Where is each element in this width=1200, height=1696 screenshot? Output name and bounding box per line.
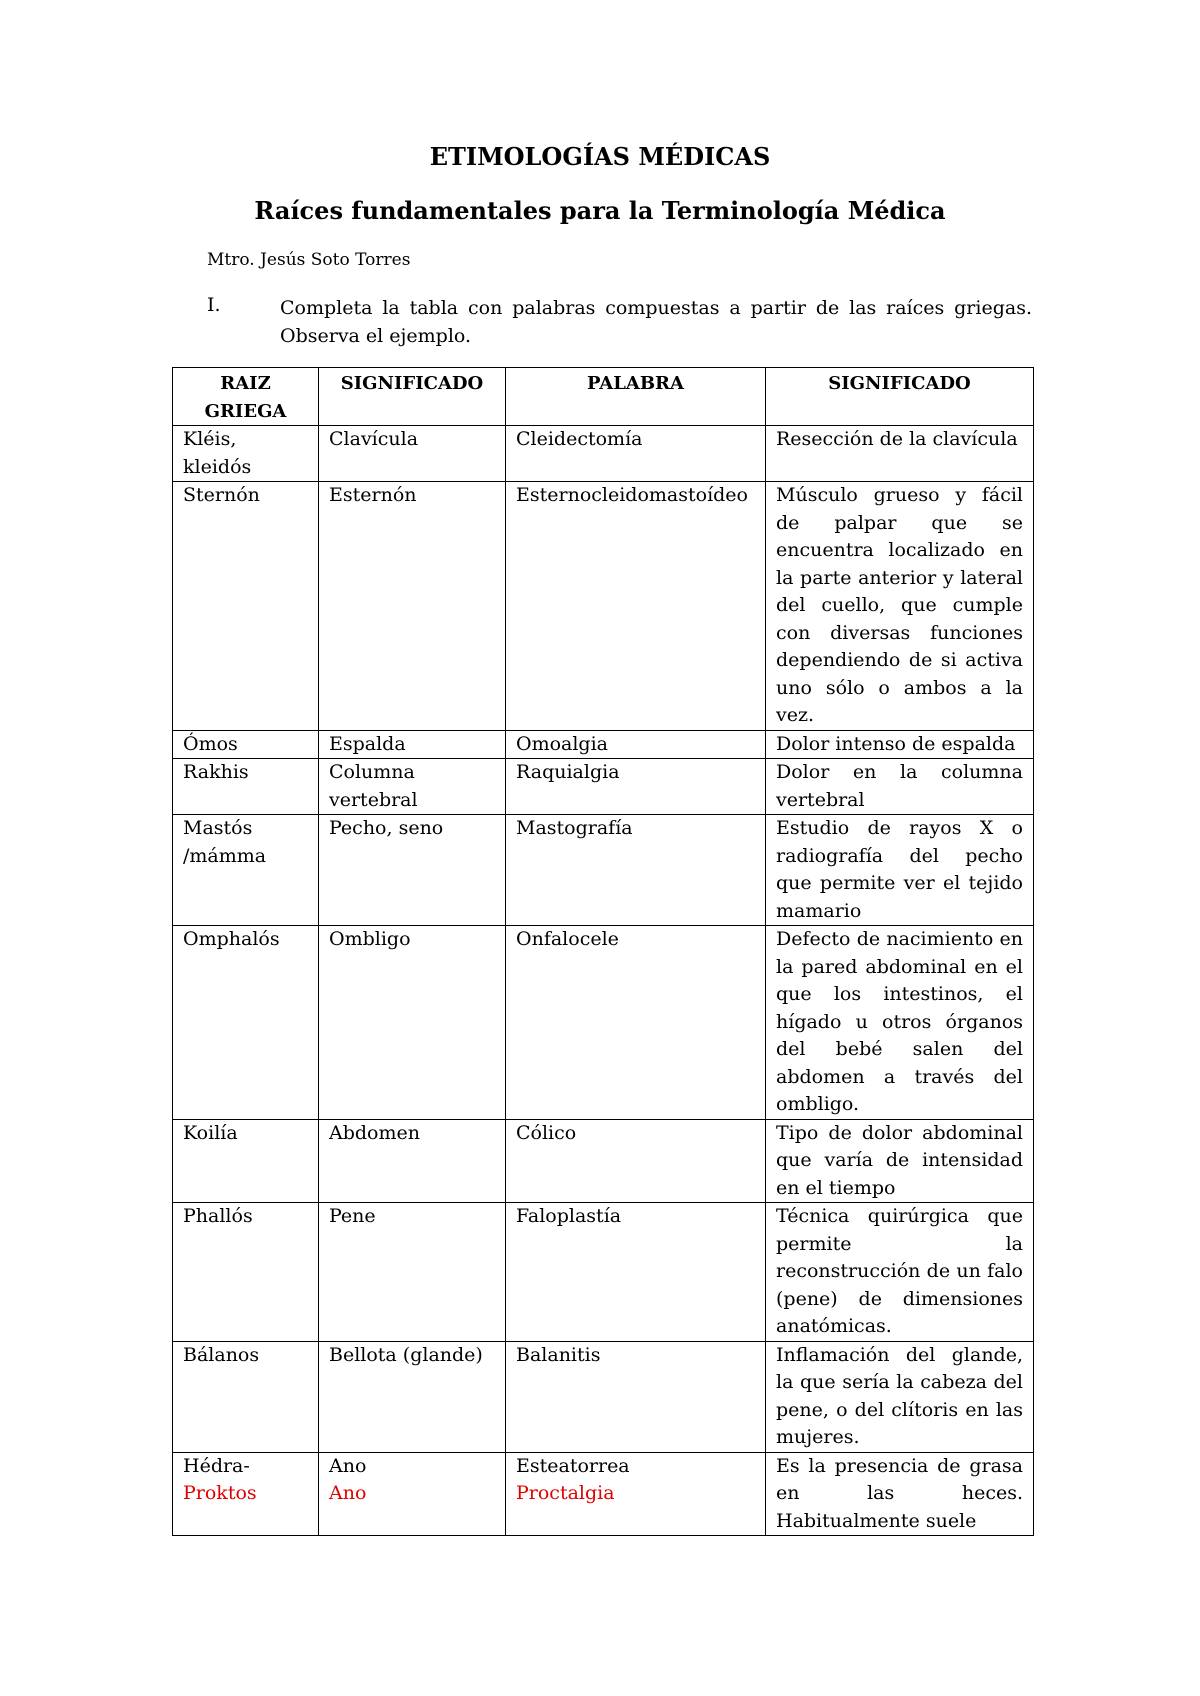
cell-definition: Tipo de dolor abdominal que varía de intensidad en el tiempo [766, 1119, 1034, 1203]
header-significado: SIGNIFICADO [319, 368, 506, 426]
cell-definition: Dolor intenso de espalda [766, 730, 1034, 759]
cell-root: Rakhis [173, 759, 319, 815]
cell-word: Balanitis [506, 1341, 766, 1452]
cell-root: Ómos [173, 730, 319, 759]
meaning-red-text: Ano [329, 1482, 367, 1504]
cell-word: Cólico [506, 1119, 766, 1203]
cell-definition: Dolor en la columna vertebral [766, 759, 1034, 815]
document-title: ETIMOLOGÍAS MÉDICAS [429, 142, 771, 171]
instruction-number: I. [207, 294, 221, 316]
cell-word: Mastografía [506, 815, 766, 926]
word-red-text: Proctalgia [516, 1482, 615, 1504]
table-row [173, 1203, 1034, 1342]
cell-root: Kléis, kleidós [173, 426, 319, 482]
cell-meaning: Espalda [319, 730, 506, 759]
cell-word: Onfalocele [506, 926, 766, 1120]
word-black-text: Esteatorrea [516, 1454, 630, 1477]
table-row [173, 926, 1034, 1120]
cell-root [173, 1452, 319, 1536]
cell-meaning: Bellota (glande) [319, 1341, 506, 1452]
table-row [173, 482, 1034, 731]
cell-definition: Es la presencia de grasa en las heces. Habitualmente suele [766, 1452, 1034, 1536]
cell-word: Esternocleidomastoídeo [506, 482, 766, 731]
cell-word [506, 1452, 766, 1536]
table-row-last [173, 1452, 1034, 1536]
cell-root: Omphalós [173, 926, 319, 1120]
cell-root: Koilía [173, 1119, 319, 1203]
author-name: Mtro. Jesús Soto Torres [207, 250, 411, 270]
cell-definition: Defecto de nacimiento en la pared abdominal en el que los intestinos, el hígado u otros órganos del bebé salen del abdomen a través del ombligo. [766, 926, 1034, 1120]
etymology-table [172, 367, 1034, 1536]
cell-root: Phallós [173, 1203, 319, 1342]
root-red-text: Proktos [183, 1482, 257, 1504]
root-black-text: Hédra- [183, 1454, 250, 1477]
cell-meaning: Clavícula [319, 426, 506, 482]
cell-word: Omoalgia [506, 730, 766, 759]
cell-definition: Músculo grueso y fácil de palpar que se encuentra localizado en la parte anterior y lateral del cuello, que cumple con diversas funciones dependiendo de si activa uno sólo o ambos a la vez. [766, 482, 1034, 731]
header-significado-2: SIGNIFICADO [766, 368, 1034, 426]
cell-word: Cleidectomía [506, 426, 766, 482]
table-row [173, 426, 1034, 482]
cell-definition: Inflamación del glande, la que sería la cabeza del pene, o del clítoris en las mujeres. [766, 1341, 1034, 1452]
cell-meaning: Columna vertebral [319, 759, 506, 815]
document-subtitle: Raíces fundamentales para la Terminología Médica [254, 196, 946, 225]
cell-meaning: Ombligo [319, 926, 506, 1120]
cell-root: Mastós /mámma [173, 815, 319, 926]
cell-meaning [319, 1452, 506, 1536]
table-row [173, 759, 1034, 815]
table-row [173, 730, 1034, 759]
cell-word: Faloplastía [506, 1203, 766, 1342]
header-palabra: PALABRA [506, 368, 766, 426]
cell-meaning: Esternón [319, 482, 506, 731]
meaning-black-text: Ano [329, 1454, 367, 1477]
table-row [173, 1341, 1034, 1452]
cell-definition: Resección de la clavícula [766, 426, 1034, 482]
cell-meaning: Pecho, seno [319, 815, 506, 926]
table-row [173, 1119, 1034, 1203]
table-header-row [173, 368, 1034, 426]
cell-word: Raquialgia [506, 759, 766, 815]
instruction-text: Completa la tabla con palabras compuestas a partir de las raíces griegas. Observa el ejemplo. [280, 297, 1032, 347]
cell-definition: Estudio de rayos X o radiografía del pecho que permite ver el tejido mamario [766, 815, 1034, 926]
table-row [173, 815, 1034, 926]
cell-meaning: Abdomen [319, 1119, 506, 1203]
cell-root: Bálanos [173, 1341, 319, 1452]
header-raiz-griega: RAIZ GRIEGA [173, 368, 319, 426]
cell-meaning: Pene [319, 1203, 506, 1342]
cell-root: Sternón [173, 482, 319, 731]
cell-definition: Técnica quirúrgica que permite la reconstrucción de un falo (pene) de dimensiones anatómicas. [766, 1203, 1034, 1342]
